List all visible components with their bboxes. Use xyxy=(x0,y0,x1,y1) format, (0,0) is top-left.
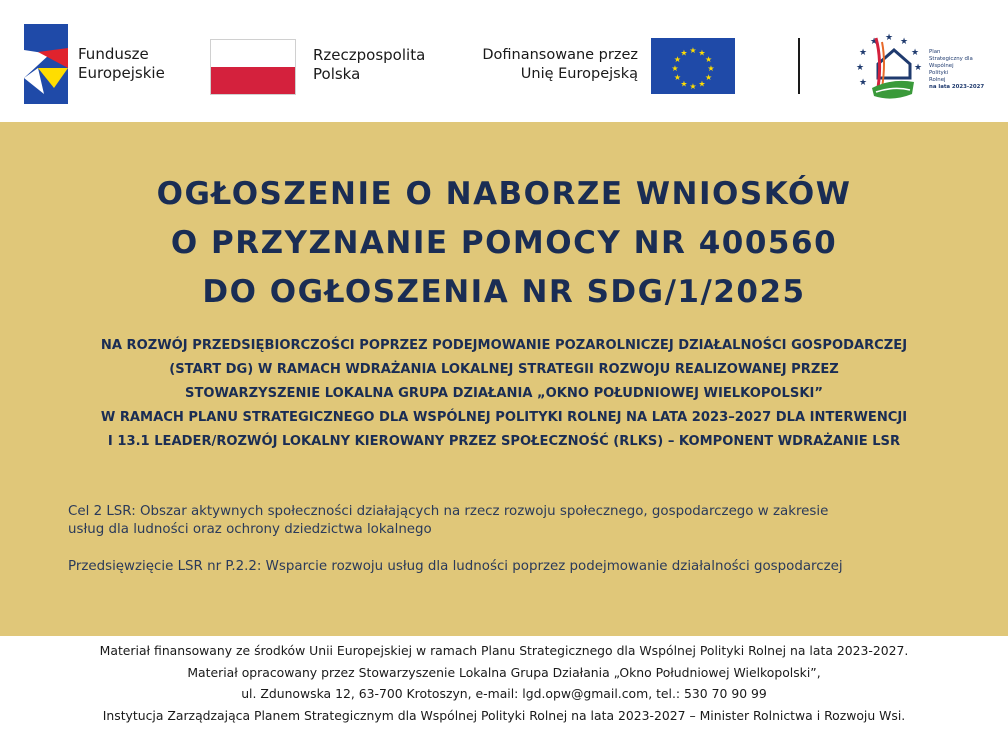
plan-line4: Polityki xyxy=(929,70,949,76)
footer-line-1: Materiał finansowany ze środków Unii Europejskiej w ramach Planu Strategicznego dla Wspólnej Polityki Rolnej na lata 2023-2027. xyxy=(99,643,909,658)
eu-line2: Unię Europejską xyxy=(520,66,638,82)
rzeczpospolita-label xyxy=(313,46,425,84)
lsr-goal xyxy=(68,503,828,539)
lsr-project xyxy=(68,558,843,576)
rzeczpospolita-line2: Polska xyxy=(313,65,361,83)
rzeczpospolita-line1: Rzeczpospolita xyxy=(313,46,426,64)
svg-text:★: ★ xyxy=(884,33,894,43)
plan-line2: Strategiczny dla xyxy=(929,56,973,62)
plan-line5: Rolnej xyxy=(929,77,946,83)
footer-funding-info xyxy=(0,640,1008,726)
subtitle-line-3: STOWARZYSZENIE LOKALNA GRUPA DZIAŁANIA „OKNO POŁUDNIOWEJ WIELKOPOLSKI” xyxy=(185,386,823,401)
svg-text:★: ★ xyxy=(858,78,868,88)
logo-divider xyxy=(798,38,800,94)
fundusze-europejskie-label xyxy=(78,45,165,83)
fundusze-line1: Fundusze xyxy=(78,45,149,63)
eu-funding-label xyxy=(470,46,638,84)
svg-text:★: ★ xyxy=(705,73,713,82)
svg-text:★: ★ xyxy=(705,55,713,64)
announcement-title xyxy=(0,170,1008,317)
plan-line3: Wspólnej xyxy=(929,63,954,69)
announcement-subtitle xyxy=(30,334,978,454)
svg-text:★: ★ xyxy=(673,73,681,82)
plan-line1: Plan xyxy=(929,49,941,55)
svg-text:★: ★ xyxy=(689,82,697,91)
footer-line-2: Materiał opracowany przez Stowarzyszenie Lokalna Grupa Działania „Okno Południowej Wielkopolski”, xyxy=(187,664,821,680)
svg-text:★: ★ xyxy=(869,37,879,47)
subtitle-line-1: NA ROZWÓJ PRZEDSIĘBIORCZOŚCI POPRZEZ PODEJMOWANIE POZAROLNICZEJ DZIAŁALNOŚCI GOSPODARCZEJ xyxy=(100,338,908,353)
svg-text:★: ★ xyxy=(899,37,909,47)
svg-text:★: ★ xyxy=(671,64,679,73)
svg-text:★: ★ xyxy=(913,63,923,73)
svg-text:★: ★ xyxy=(673,55,681,64)
plan-line6: na lata 2023-2027 xyxy=(929,84,985,90)
project-line: Przedsięwzięcie LSR nr P.2.2: Wsparcie rozwoju usług dla ludności poprzez podejmowanie działalności gospodarczej xyxy=(68,559,843,574)
fundusze-europejskie-logo-icon xyxy=(24,24,68,104)
goal-line-2: usług dla ludności oraz ochrony dziedzictwa lokalnego xyxy=(68,522,432,537)
poland-flag-icon xyxy=(210,39,296,95)
svg-text:★: ★ xyxy=(698,79,706,89)
footer-line-4: Instytucja Zarządzająca Planem Strategicznym dla Wspólnej Polityki Rolnej na lata 2023-2027 – Minister Rolnictwa i Rozwoju Wsi. xyxy=(102,707,906,723)
title-line-2: O PRZYZNANIE POMOCY NR 400560 xyxy=(170,225,838,261)
svg-text:★: ★ xyxy=(858,48,868,58)
svg-text:★: ★ xyxy=(680,79,688,89)
title-line-1: OGŁOSZENIE O NABORZE WNIOSKÓW xyxy=(156,176,852,212)
eu-flag-icon xyxy=(651,38,735,94)
logo-bar xyxy=(0,0,1008,122)
svg-text:★: ★ xyxy=(680,48,688,58)
eu-line1: Dofinansowane przez xyxy=(482,47,638,63)
svg-text:★: ★ xyxy=(910,48,920,58)
svg-text:★: ★ xyxy=(707,64,715,73)
footer-line-3: ul. Zdunowska 12, 63-700 Krotoszyn, e-mail: lgd.opw@gmail.com, tel.: 530 70 90 99 xyxy=(241,686,767,701)
fundusze-line2: Europejskie xyxy=(78,64,165,82)
plan-strategiczny-logo-icon xyxy=(852,30,926,106)
subtitle-line-5: I 13.1 LEADER/ROZWÓJ LOKALNY KIEROWANY PRZEZ SPOŁECZNOŚĆ (RLKS) – KOMPONENT WDRAŻANIE LSR xyxy=(107,434,901,449)
plan-strategiczny-label xyxy=(929,49,984,91)
title-line-3: DO OGŁOSZENIA NR SDG/1/2025 xyxy=(202,274,806,310)
goal-line-1: Cel 2 LSR: Obszar aktywnych społeczności działających na rzecz rozwoju społecznego, gospodarczego w zakresie xyxy=(68,504,829,519)
svg-text:★: ★ xyxy=(855,63,865,73)
svg-text:★: ★ xyxy=(698,48,706,58)
svg-text:★: ★ xyxy=(689,46,697,55)
subtitle-line-2: (START DG) W RAMACH WDRAŻANIA LOKALNEJ STRATEGII ROZWOJU REALIZOWANEJ PRZEZ xyxy=(169,362,839,377)
subtitle-line-4: W RAMACH PLANU STRATEGICZNEGO DLA WSPÓLNEJ POLITYKI ROLNEJ NA LATA 2023–2027 DLA INTERWENCJI xyxy=(100,410,908,425)
